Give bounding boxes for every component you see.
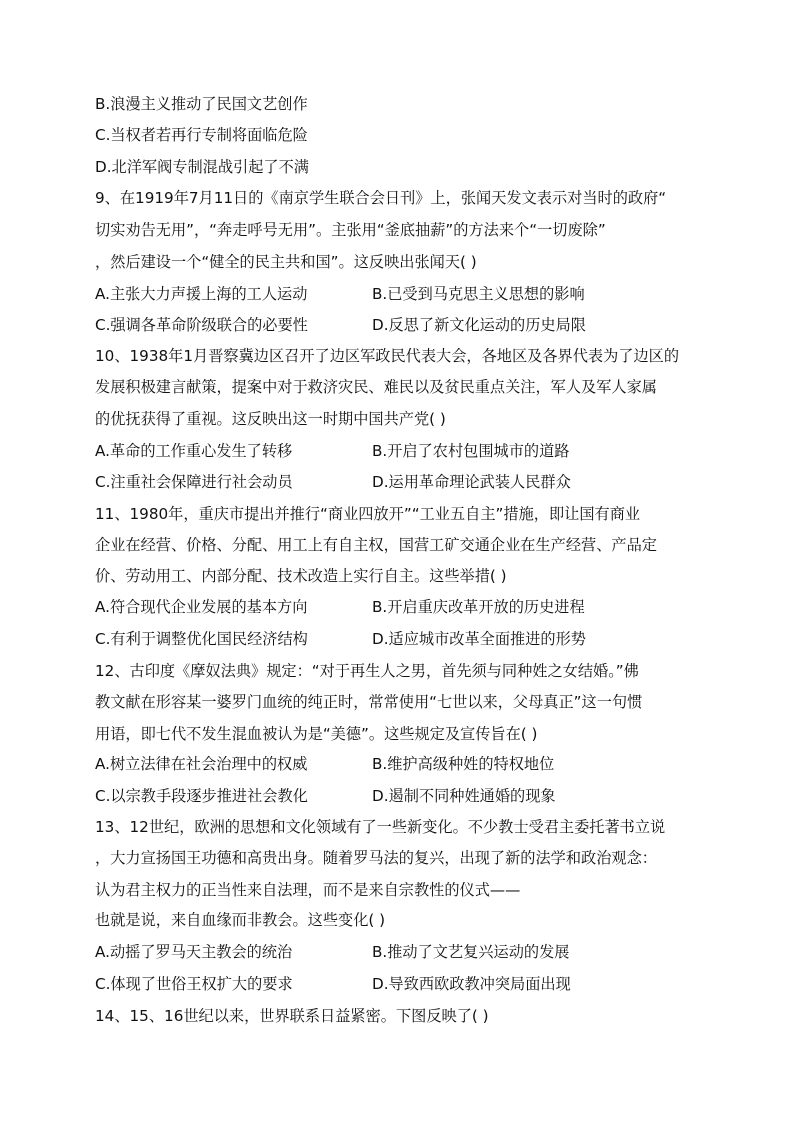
q12-stem-line-3: 用语，即七代不发生混血被认为是“美德”。这些规定及宣传旨在( ) [95,725,538,743]
q11-option-c: C.有利于调整优化国民经济结构 [95,630,308,648]
q11-stem-line-2: 企业在经营、价格、分配、用工上有自主权，国营工矿交通企业在生产经营、产品定 [95,536,657,554]
q9-option-b: B.已受到马克思主义思想的影响 [372,285,585,303]
prev-option-d: D.北洋军阀专制混战引起了不满 [95,158,309,176]
q14-stem-line-1: 14、15、16世纪以来，世界联系日益紧密。下图反映了( ) [95,1007,489,1025]
q10-option-b: B.开启了农村包围城市的道路 [372,442,570,460]
q10-stem-line-3: 的优抚获得了重视。这反映出这一时期中国共产党( ) [95,410,446,428]
q13-option-a: A.动摇了罗马天主教会的统治 [95,943,293,961]
q9-stem-line-2: 切实劝告无用”，“奔走呼号无用”。主张用“釜底抽薪”的方法来个“一切废除” [95,221,606,239]
q11-stem-line-3: 价、劳动用工、内部分配、技术改造上实行自主。这些举措( ) [95,567,507,585]
q13-option-b: B.推动了文艺复兴运动的发展 [372,943,570,961]
q13-stem-line-2: ，大力宣扬国王功德和高贵出身。随着罗马法的复兴，出现了新的法学和政治观念： [95,849,657,867]
q13-option-d: D.导致西欧政教冲突局面出现 [372,975,571,993]
q11-option-a: A.符合现代企业发展的基本方向 [95,598,308,616]
q12-option-d: D.遏制不同种姓通婚的现象 [372,787,556,805]
q12-option-c: C.以宗教手段逐步推进社会教化 [95,787,308,805]
q12-option-a: A.树立法律在社会治理中的权威 [95,755,308,773]
q13-stem-line-1: 13、12世纪，欧洲的思想和文化领域有了一些新变化。不少教士受君主委托著书立说 [95,818,666,836]
q9-option-d: D.反思了新文化运动的历史局限 [372,316,586,334]
prev-option-b: B.浪漫主义推动了民国文艺创作 [95,95,308,113]
q9-stem-line-1: 9、在1919年7月11日的《南京学生联合会日刊》上，张闻天发文表示对当时的政府“ [95,189,667,207]
q9-option-c: C.强调各革命阶级联合的必要性 [95,316,308,334]
q12-stem-line-1: 12、古印度《摩奴法典》规定：“对于再生人之男，首先须与同种姓之女结婚。”佛 [95,662,639,680]
q13-option-c: C.体现了世俗王权扩大的要求 [95,975,293,993]
q11-option-b: B.开启重庆改革开放的历史进程 [372,598,585,616]
q9-stem-line-3: ，然后建设一个“健全的民主共和国”。这反映出张闻天( ) [95,253,477,271]
q10-stem-line-2: 发展积极建言献策，提案中对于救济灾民、难民以及贫民重点关注，军人及军人家属 [95,378,657,396]
q10-option-c: C.注重社会保障进行社会动员 [95,473,293,491]
q12-stem-line-2: 教文献在形容某一婆罗门血统的纯正时，常常使用“七世以来，父母真正”这一句惯 [95,693,643,711]
q12-option-b: B.维护高级种姓的特权地位 [372,755,555,773]
q9-option-a: A.主张大力声援上海的工人运动 [95,285,308,303]
q11-stem-line-1: 11、1980年，重庆市提出并推行“商业四放开”“工业五自主”措施，即让国有商业 [95,505,641,523]
q10-stem-line-1: 10、1938年1月晋察冀边区召开了边区军政民代表大会，各地区及各界代表为了边区的 [95,347,680,365]
q13-stem-line-3: 认为君主权力的正当性来自法理，而不是来自宗教性的仪式—— [95,881,521,899]
q13-stem-line-4: 也就是说，来自血缘而非教会。这些变化( ) [95,911,386,929]
q11-option-d: D.适应城市改革全面推进的形势 [372,630,586,648]
prev-option-c: C.当权者若再行专制将面临危险 [95,126,308,144]
q10-option-a: A.革命的工作重心发生了转移 [95,442,293,460]
q10-option-d: D.运用革命理论武装人民群众 [372,473,571,491]
